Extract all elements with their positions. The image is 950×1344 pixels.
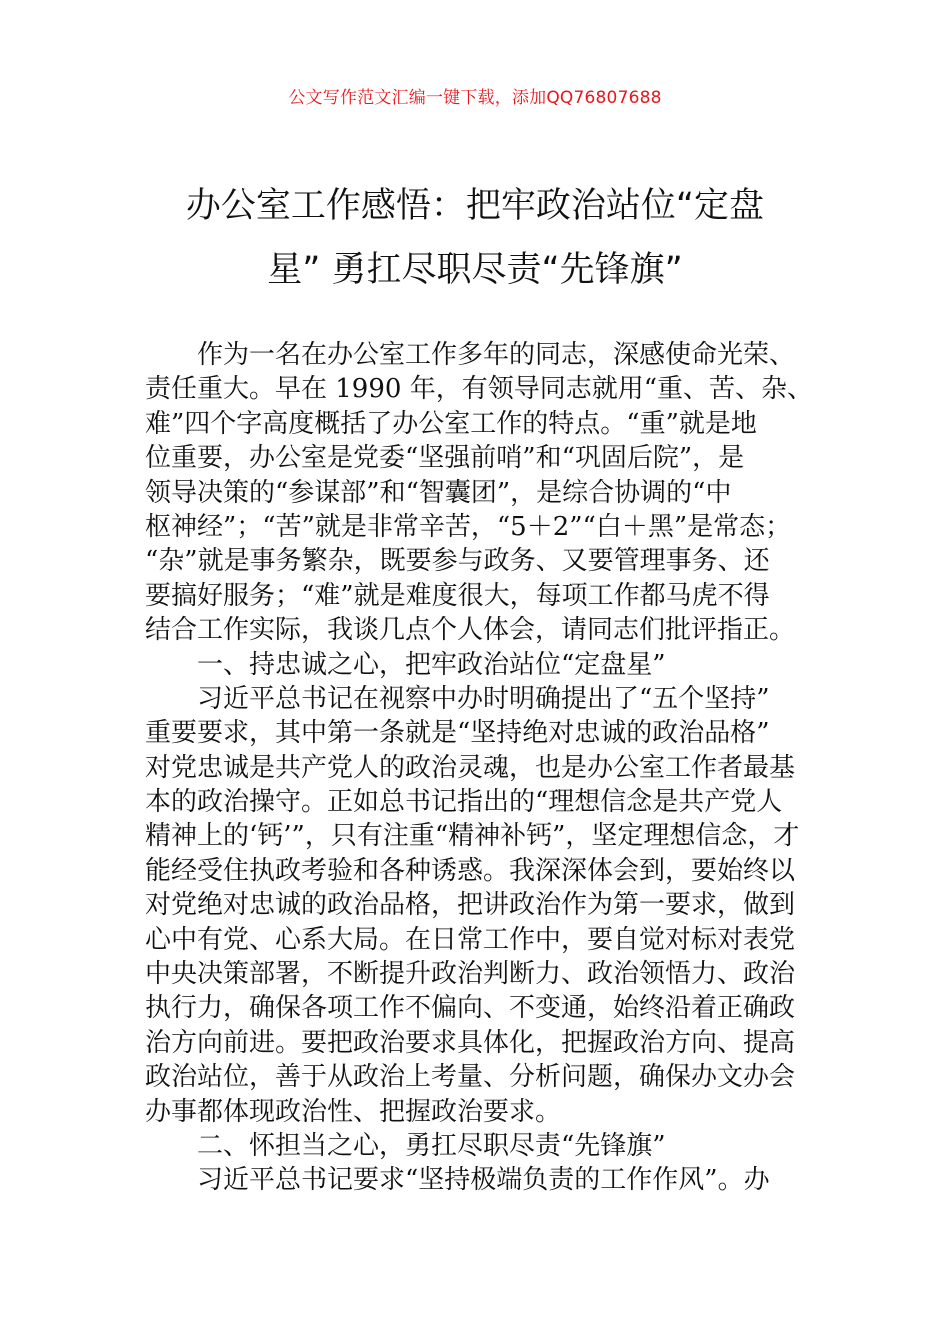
paragraph-1-line: 枢神经”；“苦”就是非常辛苦，“5＋2”“白＋黑”是常态； (145, 511, 792, 542)
section-1-heading: 一、持忠诚之心，把牢政治站位“定盘星” (197, 649, 666, 680)
paragraph-2-line: 习近平总书记在视察中办时明确提出了“五个坚持” (197, 683, 770, 714)
paragraph-2-line: 政治站位，善于从政治上考量、分析问题，确保办文办会 (145, 1062, 796, 1093)
paragraph-3-line: 习近平总书记要求“坚持极端负责的工作作风”。办 (197, 1165, 770, 1196)
paragraph-1-line: 难”四个字高度概括了办公室工作的特点。“重”就是地 (145, 408, 757, 439)
download-watermark: 公文写作范文汇编一键下载，添加QQ76807688 (288, 88, 662, 108)
paragraph-2-line: 心中有党、心系大局。在日常工作中，要自觉对标对表党 (145, 924, 796, 955)
paragraph-1-line: 位重要，办公室是党委“坚强前哨”和“巩固后院”，是 (145, 443, 745, 474)
paragraph-1-line: “杂”就是事务繁杂，既要参与政务、又要管理事务、还 (145, 546, 770, 577)
paragraph-2-line: 能经受住执政考验和各种诱惑。我深深体会到，要始终以 (145, 855, 796, 886)
paragraph-1-line: 领导决策的“参谋部”和“智囊团”，是综合协调的“中 (145, 477, 732, 508)
paragraph-2-line: 执行力，确保各项工作不偏向、不变通，始终沿着正确政 (145, 993, 796, 1024)
document-body (145, 338, 835, 1198)
paragraph-2-line: 办事都体现政治性、把握政治要求。 (145, 1096, 562, 1127)
paragraph-2-line: 中央决策部署，不断提升政治判断力、政治领悟力、政治 (145, 959, 796, 990)
paragraph-2-line: 对党绝对忠诚的政治品格，把讲政治作为第一要求，做到 (145, 890, 796, 921)
paragraph-1-line: 要搞好服务；“难”就是难度很大，每项工作都马虎不得 (145, 580, 770, 611)
paragraph-1-line: 作为一名在办公室工作多年的同志，深感使命光荣、 (197, 340, 796, 370)
paragraph-1-line: 责任重大。早在 1990 年，有领导同志就用“重、苦、杂、 (145, 374, 813, 405)
section-2-heading: 二、怀担当之心，勇扛尽职尽责“先锋旗” (197, 1130, 666, 1161)
paragraph-2-line: 对党忠诚是共产党人的政治灵魂，也是办公室工作者最基 (145, 752, 796, 783)
paragraph-2-line: 精神上的‘钙’”，只有注重“精神补钙”，坚定理想信念，才 (145, 821, 800, 852)
paragraph-2-line: 重要要求，其中第一条就是“坚持绝对忠诚的政治品格” (145, 718, 770, 749)
document-title-line-1: 办公室工作感悟：把牢政治站位“定盘 (185, 186, 765, 226)
paragraph-2-line: 治方向前进。要把政治要求具体化，把握政治方向、提高 (145, 1027, 796, 1058)
paragraph-2-line: 本的政治操守。正如总书记指出的“理想信念是共产党人 (145, 787, 783, 818)
paragraph-1-line: 结合工作实际，我谈几点个人体会，请同志们批评指正。 (145, 615, 796, 646)
document-title-line-2: 星” 勇扛尽职尽责“先锋旗” (267, 250, 683, 290)
